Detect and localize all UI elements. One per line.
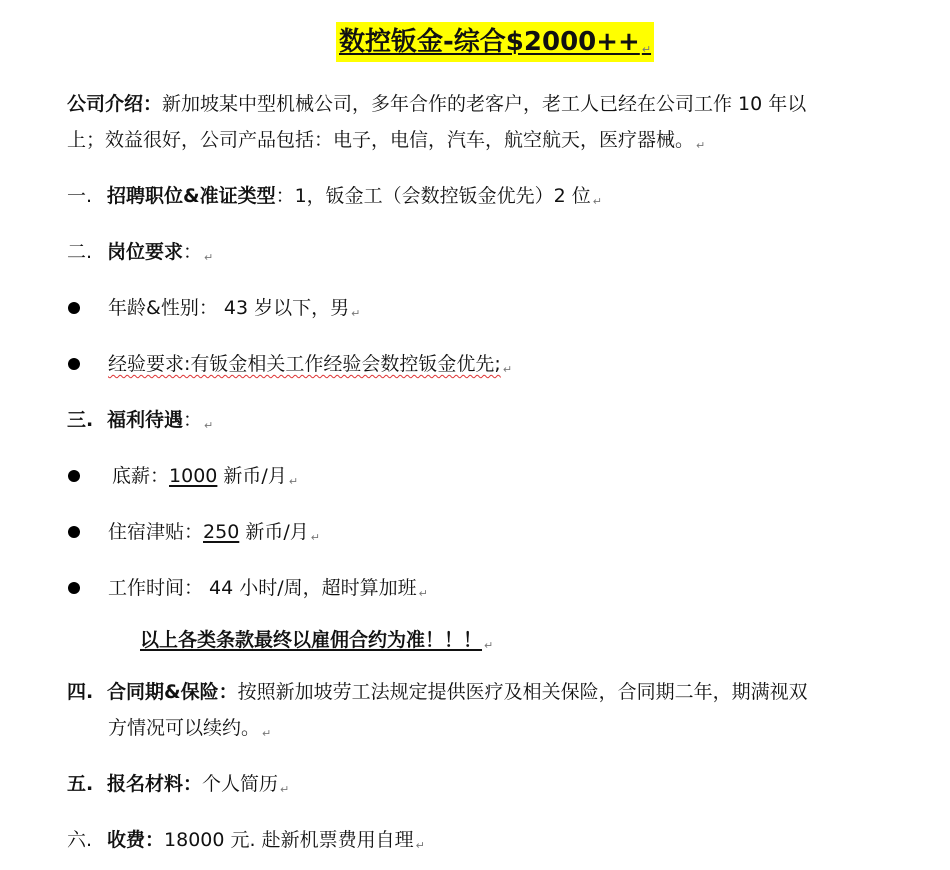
section-4-text-2: 方情况可以续约。: [108, 717, 261, 739]
section-2-label: 岗位要求: [107, 241, 184, 263]
section-6-number: 六.: [67, 829, 93, 851]
section-6: [67, 828, 425, 858]
section-2: [67, 240, 213, 270]
intro-label: 公司介绍：: [67, 93, 163, 115]
section-1-label: 招聘职位&准证类型: [107, 185, 276, 207]
section-3: [67, 408, 213, 438]
intro-text-2: 上；效益很好，公司产品包括：电子，电信，汽车，航空航天，医疗器械。: [67, 129, 695, 151]
section-1-text: ：1，钣金工（会数控钣金优先）2 位: [275, 185, 591, 207]
section-2-number: 二.: [67, 241, 93, 263]
section-3-label: 福利待遇: [107, 409, 184, 431]
section-3-colon: ：: [183, 409, 203, 431]
section-4-number: 四.: [67, 681, 94, 703]
requirement-experience: [108, 352, 512, 382]
title-text: 数控钣金-综合$2000++: [339, 27, 640, 57]
bullet-icon: [68, 582, 80, 594]
hours-text: 工作时间： 44 小时/周，超时算加班: [108, 577, 417, 599]
paragraph-mark-icon: ↵: [415, 839, 425, 852]
intro-line-1: [67, 92, 806, 116]
terms-note-text: 以上各类条款最终以雇佣合约为准！！！: [140, 629, 483, 651]
salary-unit: 新币/月: [217, 465, 287, 487]
section-5: [67, 772, 289, 802]
paragraph-mark-icon: ↵: [204, 419, 214, 432]
requirement-experience-text: 经验要求:有钣金相关工作经验会数控钣金优先;: [108, 353, 501, 375]
section-6-text: 18000 元. 赴新机票费用自理: [164, 829, 414, 851]
benefit-housing: [108, 520, 320, 550]
bullet-icon: [68, 470, 80, 482]
paragraph-mark-icon: ↵: [592, 195, 603, 208]
section-4-line-1: [67, 680, 808, 704]
paragraph-mark-icon: ↵: [204, 251, 214, 264]
salary-label: 底薪：: [112, 465, 170, 487]
section-1: [67, 184, 602, 214]
section-5-label: 报名材料：: [107, 773, 203, 795]
requirement-age: [108, 296, 360, 326]
paragraph-mark-icon: ↵: [288, 475, 299, 488]
housing-label: 住宿津贴：: [108, 521, 204, 543]
section-4-text-1: 按照新加坡劳工法规定提供医疗及相关保险，合同期二年，期满视双: [237, 681, 808, 703]
intro-text-1: 新加坡某中型机械公司，多年合作的老客户，老工人已经在公司工作 10 年以: [162, 93, 807, 115]
bullet-icon: [68, 358, 80, 370]
section-1-number: 一.: [67, 185, 93, 207]
paragraph-mark-icon: ↵: [418, 587, 428, 600]
section-3-number: 三.: [67, 409, 94, 431]
document-title: [336, 22, 654, 62]
bullet-icon: [68, 302, 80, 314]
terms-note: [140, 628, 493, 658]
benefit-salary: [112, 464, 298, 494]
section-5-number: 五.: [67, 773, 94, 795]
section-2-colon: ：: [183, 241, 203, 263]
bullet-icon: [68, 526, 80, 538]
section-4-line-2: [108, 716, 271, 746]
paragraph-mark-icon: ↵: [351, 307, 361, 320]
intro-line-2: [67, 128, 705, 158]
paragraph-mark-icon: ↵: [280, 783, 290, 796]
housing-amount: 250: [203, 521, 240, 543]
paragraph-mark-icon: ↵: [696, 139, 706, 152]
salary-amount: 1000: [169, 465, 218, 487]
section-5-text: 个人简历: [202, 773, 279, 795]
section-4-label: 合同期&保险：: [107, 681, 238, 703]
paragraph-mark-icon: ↵: [262, 727, 272, 740]
housing-unit: 新币/月: [239, 521, 309, 543]
paragraph-mark-icon: ↵: [484, 639, 494, 652]
paragraph-mark-icon: ↵: [310, 531, 320, 544]
benefit-hours: [108, 576, 428, 606]
requirement-age-text: 年龄&性别： 43 岁以下，男: [108, 297, 350, 319]
section-6-label: 收费：: [107, 829, 165, 851]
paragraph-mark-icon: ↵: [502, 363, 513, 376]
paragraph-mark-icon: ↵: [641, 43, 652, 56]
